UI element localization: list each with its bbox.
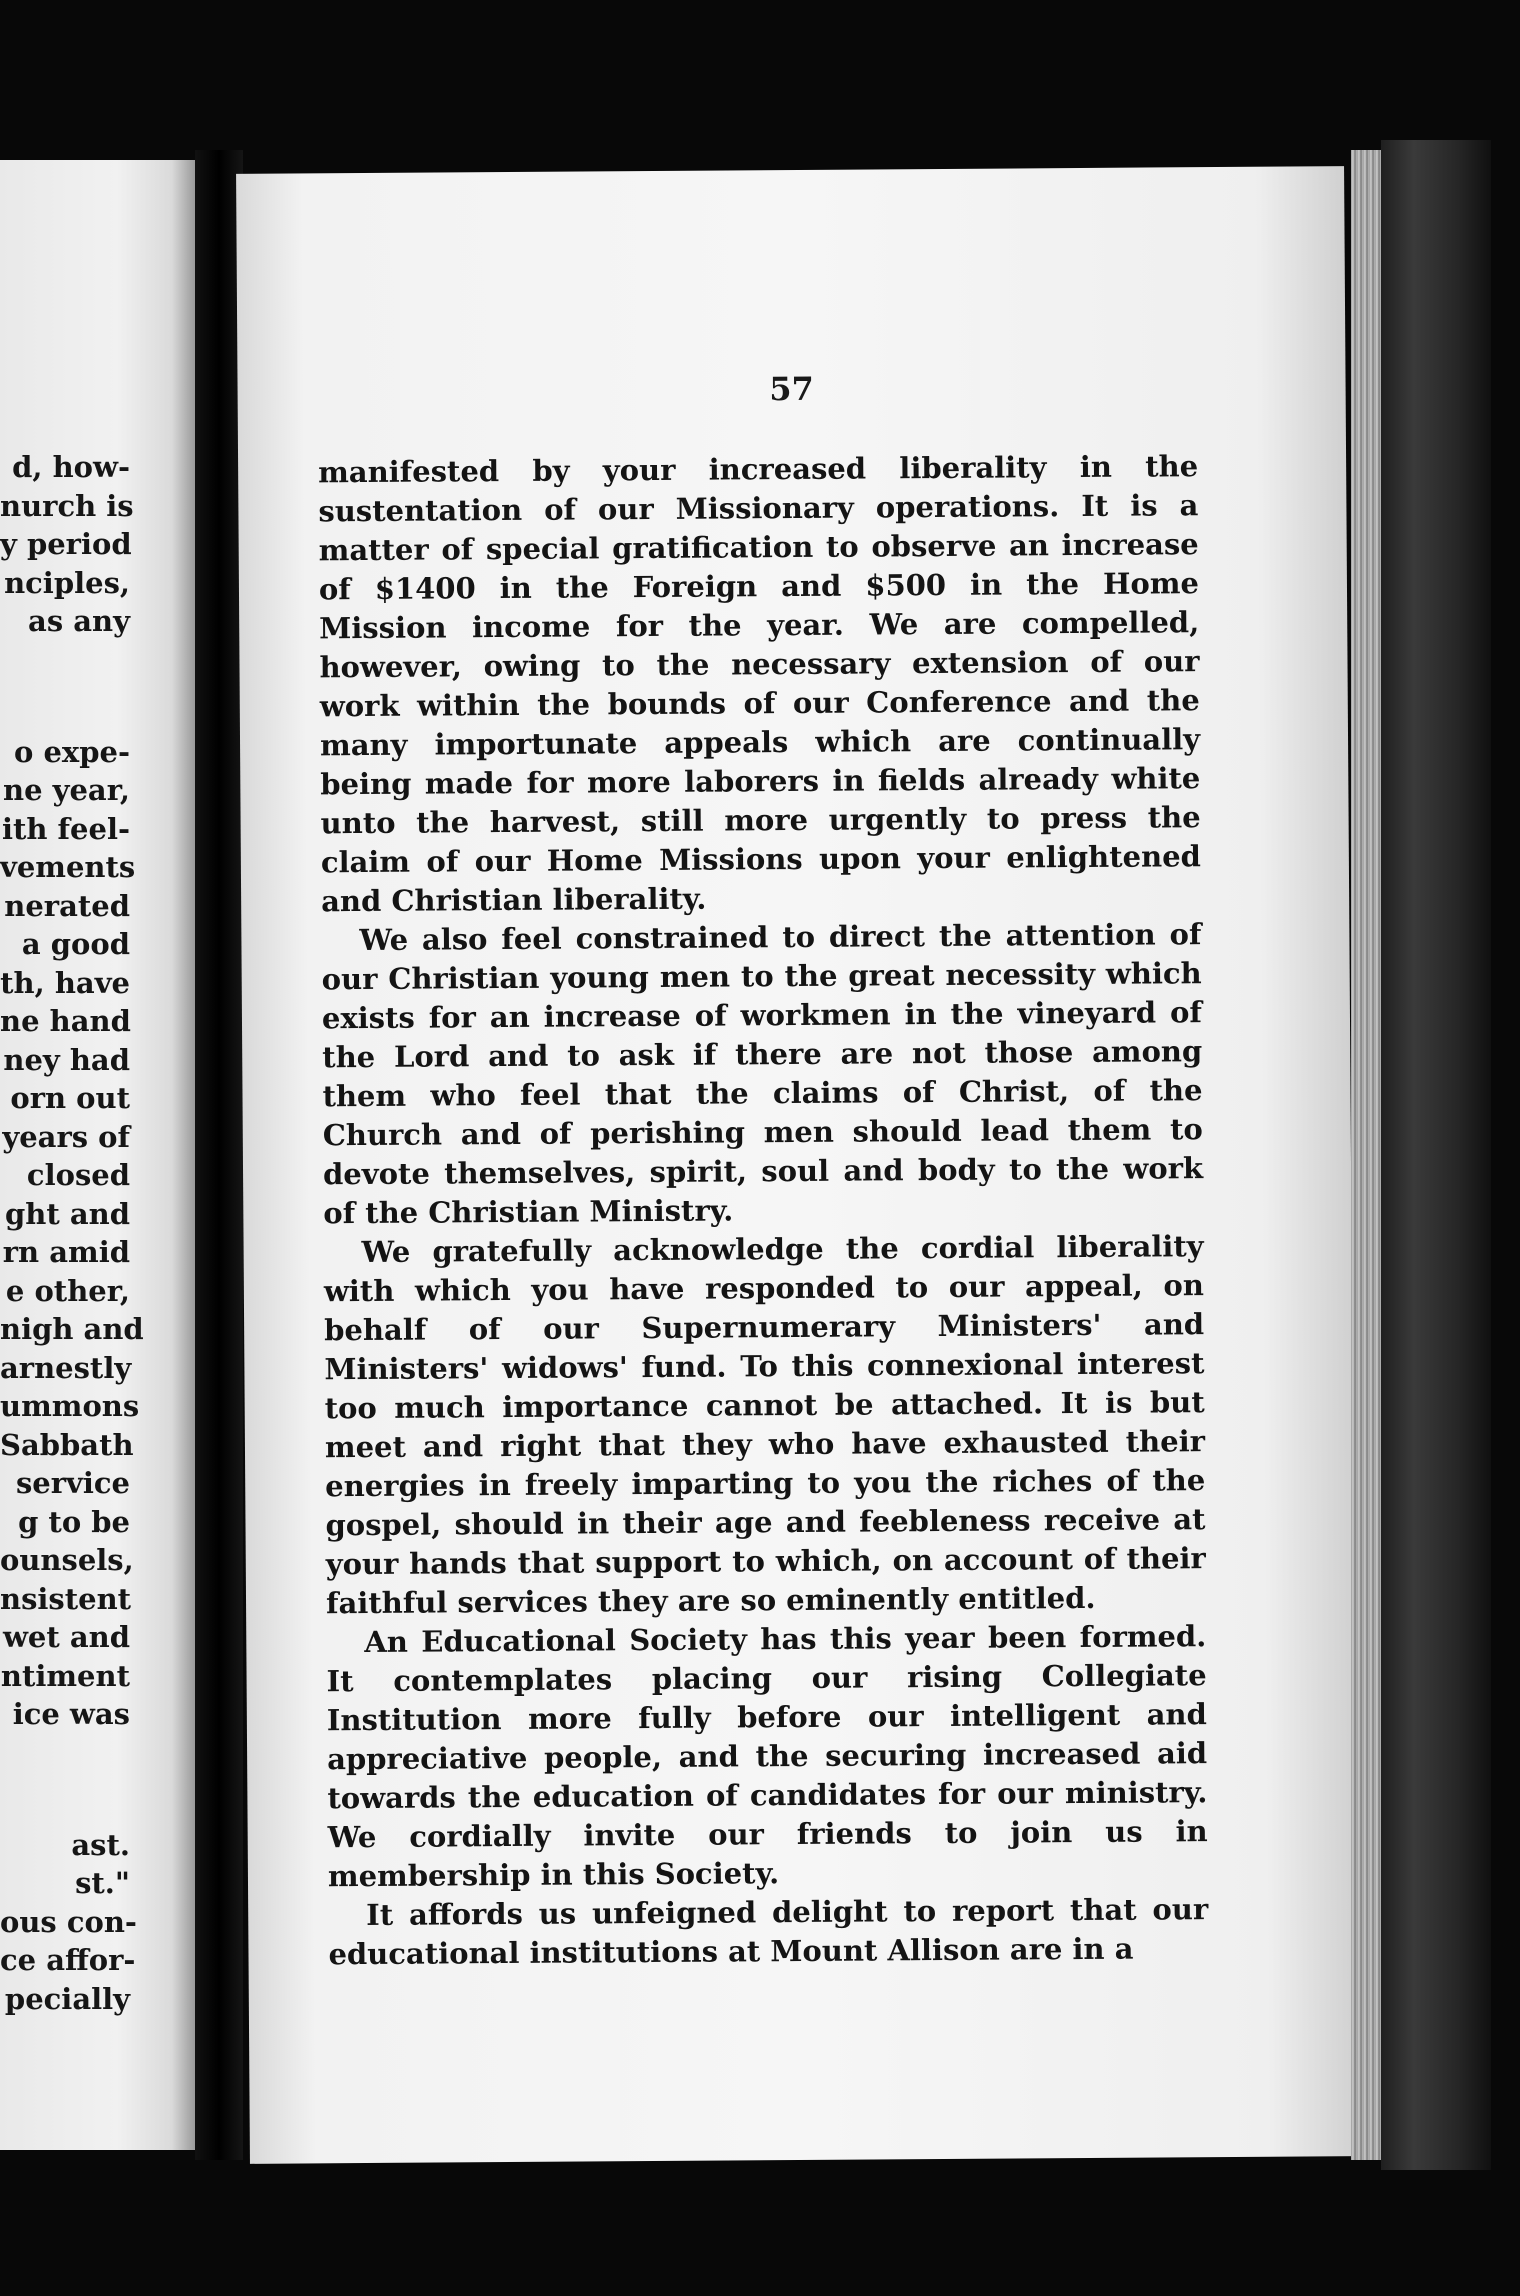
left-page-line: ney had — [3, 1042, 130, 1077]
left-page-line: wet and — [2, 1620, 130, 1654]
left-page-line: closed — [26, 1158, 130, 1192]
left-page-line: as any — [28, 604, 130, 638]
left-page-line: y period — [0, 527, 132, 561]
left-page-line: ne year, — [3, 773, 130, 807]
left-page-line-gap — [0, 641, 130, 733]
paragraph-ministry: We also feel constrained to direct the attention of our Christian young men to the great necessity which exists for an increase of workmen in the vineyard of the Lord and to ask if there are not those among them who feel that the claims of Christ, of the Church and of perishing men should lead them to devote themselves, spirit, soul and body to the work of the Christian Ministry. — [321, 917, 1204, 1231]
left-page-line: years of — [2, 1119, 130, 1154]
book-cover-edge — [1381, 140, 1491, 2170]
left-page-line: ne hand — [0, 1004, 131, 1038]
paragraph-mount-allison: It affords us unfeigned delight to report that our educational institutions at Mount Allison are in a — [328, 1892, 1209, 1972]
left-page-line: nciples, — [4, 565, 130, 600]
paragraph-missions: manifested by your increased liberality in the sustentation of our Missionary operations. It is a matter of special gratification to observe an increase of $1400 in the Foreign and $500 in the Home Mission income for the year. We are compelled, however, owing to the necessary extension of our work within the bounds of our Conference and the many importunate appeals which are continually being made for more laborers in fields already white unto the harvest, still more urgently to press the claim of our Home Missions upon your enlightened and Christian liberality. — [318, 449, 1201, 919]
left-page-line: ice was — [12, 1697, 130, 1731]
left-page-line: orn out — [10, 1081, 130, 1115]
left-page-line: th, have — [0, 965, 130, 1000]
left-page-line: pecially — [4, 1981, 130, 2016]
left-page-line: service — [15, 1466, 130, 1500]
page-body — [318, 447, 1209, 1974]
left-facing-page — [0, 160, 195, 2150]
paragraph-supernumerary-fund: We gratefully acknowledge the cordial liberality with which you have responded to our appeal, on behalf of our Supernumerary Ministers' and Ministers' widows' fund. To this connexional interest too much importance cannot be attached. It is but meet and right that they who have exhausted their energies in freely imparting to you the riches of the gospel, should in their age and feebleness receive at your hands that support to which, on account of their faithful services they are so eminently entitled. — [323, 1229, 1206, 1621]
left-page-line: Sabbath — [0, 1427, 134, 1462]
left-page-text — [0, 448, 144, 2018]
left-page-line: rn amid — [2, 1235, 130, 1269]
left-page-line: a good — [21, 927, 130, 961]
left-page-line: ous con- — [0, 1904, 137, 1939]
left-page-line: ast. — [71, 1827, 130, 1862]
left-page-line: ith feel- — [1, 811, 130, 846]
left-page-line: ght and — [4, 1196, 130, 1231]
left-page-line: nsistent — [0, 1581, 132, 1616]
left-page-line: st." — [75, 1866, 130, 1900]
left-page-line: vements — [0, 850, 136, 884]
right-page — [236, 166, 1358, 2164]
left-page-line: ce affor- — [0, 1943, 136, 1977]
page-number: 57 — [769, 369, 814, 409]
left-page-line: o expe- — [14, 734, 130, 769]
left-page-line: ntiment — [0, 1658, 130, 1693]
left-page-line: d, how- — [12, 450, 130, 484]
left-page-line: ounsels, — [0, 1543, 134, 1577]
left-page-line: arnestly — [0, 1350, 132, 1385]
paragraph-educational-society: An Educational Society has this year been formed. It contemplates placing our rising Collegiate Institution more fully before our intelligent and appreciative people, and the securing increased aid towards the education of candidates for our ministry. We cordially invite our friends to join us in membership in this Society. — [326, 1619, 1208, 1894]
left-page-line: e other, — [5, 1273, 130, 1308]
left-page-line-gap — [0, 1734, 130, 1826]
left-page-line: ummons — [0, 1389, 140, 1423]
left-page-line: nigh and — [0, 1312, 144, 1346]
left-page-line: g to be — [18, 1504, 130, 1539]
left-page-line: nerated — [4, 888, 130, 923]
page-stack-edges — [1351, 150, 1381, 2160]
book-gutter — [195, 150, 243, 2160]
left-page-line: nurch is — [0, 488, 134, 523]
